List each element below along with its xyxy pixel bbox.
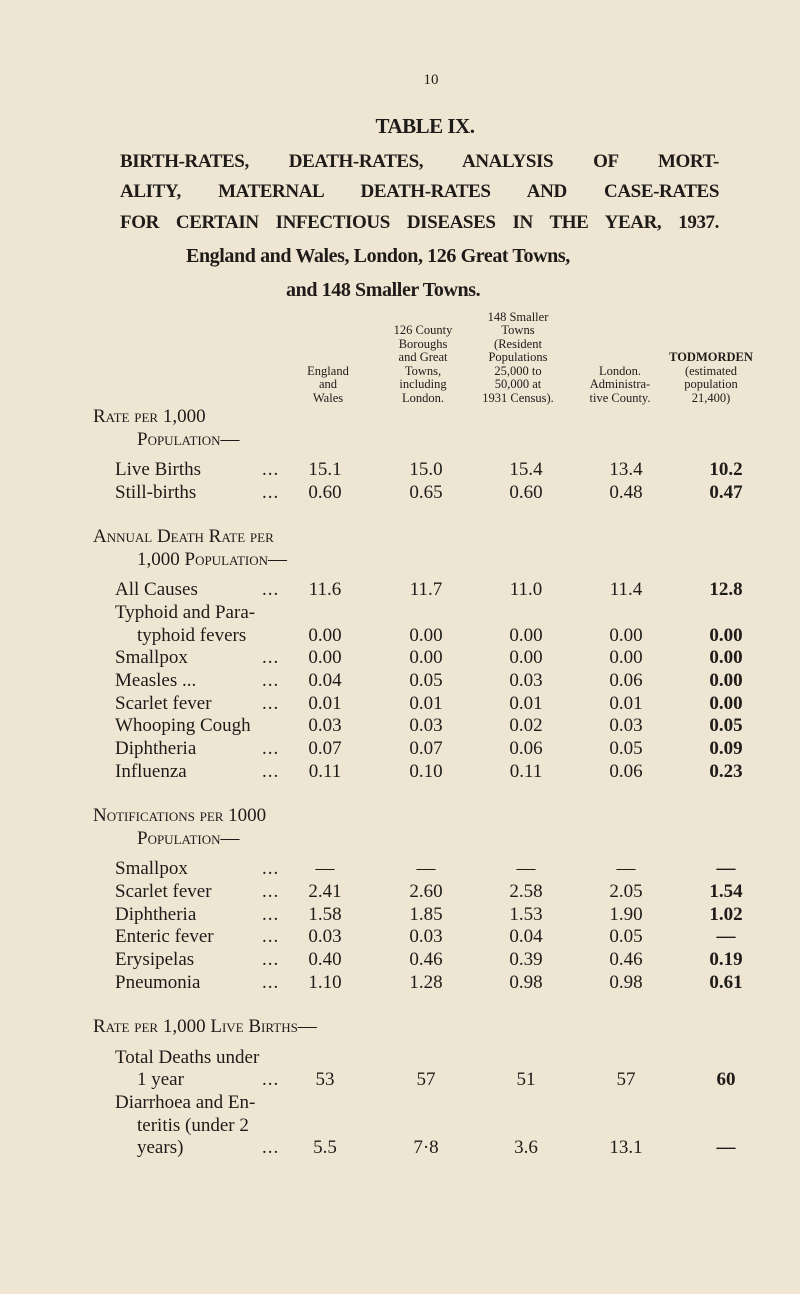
- table-row: [0, 858, 800, 881]
- cell-value: 0.04: [308, 669, 342, 691]
- table-section: [0, 805, 800, 994]
- row-label: Still-births: [115, 481, 197, 503]
- leader-dots: ...: [262, 579, 280, 601]
- column-header-line: 25,000 to: [494, 363, 542, 378]
- cell-value: 0.60: [509, 481, 543, 503]
- cell-value: 0.00: [709, 669, 743, 691]
- cell-value: 0.47: [709, 481, 743, 503]
- page-number: 10: [423, 72, 439, 88]
- cell-value: 0.00: [609, 624, 643, 646]
- cell-value: —: [616, 858, 636, 880]
- cell-value: 57: [616, 1069, 636, 1091]
- cell-value: 51: [516, 1069, 536, 1091]
- table-row: [0, 715, 800, 738]
- row-label: Total Deaths under: [115, 1046, 260, 1068]
- section-heading-text: Population—: [137, 828, 240, 849]
- cell-value: 0.00: [509, 624, 543, 646]
- cell-value: 0.05: [609, 737, 643, 759]
- column-header-line: Towns,: [404, 363, 442, 378]
- column-header-smaller-towns: [463, 311, 573, 406]
- leader-dots: ...: [262, 669, 280, 691]
- row-label: Measles ...: [115, 669, 197, 691]
- cell-value: 0.04: [509, 926, 543, 948]
- leader-dots: ...: [262, 903, 280, 925]
- table-row: [0, 602, 800, 625]
- cell-value: 0.10: [409, 760, 443, 782]
- column-header-line: Towns: [501, 323, 535, 337]
- leader-dots: ...: [262, 481, 280, 503]
- cell-value: 0.98: [509, 971, 543, 993]
- row-label: Pneumonia: [115, 971, 201, 993]
- cell-value: 11.0: [509, 579, 543, 601]
- cell-value: 0.00: [709, 624, 743, 646]
- row-label: Influenza: [115, 760, 187, 782]
- column-header-line: Populations: [488, 350, 548, 364]
- table-row: [0, 738, 800, 761]
- table-section: [0, 406, 800, 504]
- column-header-line: and Great: [398, 350, 448, 364]
- leader-dots: ...: [262, 858, 280, 880]
- cell-value: 2.41: [308, 880, 342, 902]
- cell-value: 60: [716, 1069, 736, 1091]
- table-row: [0, 1115, 800, 1138]
- section-heading-text: Population—: [137, 428, 240, 450]
- column-header-line: England: [307, 363, 349, 378]
- column-header-todmorden: [656, 351, 766, 405]
- cell-value: 0.06: [609, 669, 643, 691]
- cell-value: 0.00: [409, 624, 443, 646]
- row-label: Whooping Cough: [115, 715, 251, 737]
- cell-value: 0.05: [609, 926, 643, 948]
- cell-value: 10.2: [709, 458, 743, 480]
- table-title: TABLE IX.: [375, 114, 475, 138]
- cell-value: 2.60: [409, 880, 443, 902]
- cell-value: 0.05: [709, 715, 743, 737]
- row-label: Erysipelas: [115, 948, 195, 970]
- table-row: [0, 1092, 800, 1115]
- table-row: [0, 625, 800, 648]
- leader-dots: ...: [262, 880, 280, 902]
- row-label: Diarrhoea and En-: [115, 1091, 256, 1113]
- column-header-line: including: [399, 377, 447, 391]
- table-row: [0, 670, 800, 693]
- cell-value: —: [716, 858, 736, 880]
- cell-value: 1.53: [509, 903, 543, 925]
- subheading-line: and 148 Smaller Towns.: [286, 279, 481, 301]
- cell-value: 53: [315, 1069, 335, 1091]
- row-label: 1 year: [137, 1069, 184, 1091]
- cell-value: 0.11: [308, 760, 342, 782]
- cell-value: —: [516, 858, 536, 880]
- leader-dots: ...: [262, 1137, 280, 1159]
- heading-line: ALITY, MATERNAL DEATH-RATES AND CASE-RATES: [120, 181, 719, 202]
- section-heading-text: Rate per 1,000: [93, 406, 206, 427]
- leader-dots: ...: [262, 948, 280, 970]
- column-header-line: London.: [598, 363, 641, 378]
- cell-value: 3.6: [514, 1137, 538, 1159]
- section-heading-text: 1,000 Population—: [137, 548, 288, 570]
- table-row: [0, 904, 800, 927]
- cell-value: 0.23: [709, 760, 743, 782]
- cell-value: 0.01: [409, 692, 443, 714]
- cell-value: 0.60: [308, 481, 342, 503]
- cell-value: 5.5: [313, 1137, 337, 1159]
- cell-value: 0.19: [709, 948, 743, 970]
- row-label: Enteric fever: [115, 926, 214, 948]
- row-label: teritis (under 2: [137, 1114, 249, 1136]
- section-heading: [0, 549, 800, 572]
- cell-value: —: [716, 1137, 736, 1159]
- cell-value: 11.7: [409, 579, 443, 601]
- cell-value: 1.54: [709, 880, 743, 902]
- column-header-line: 21,400): [691, 390, 731, 405]
- section-heading: [0, 805, 800, 828]
- cell-value: 15.1: [308, 458, 342, 480]
- table-row: [0, 972, 800, 995]
- cell-value: 0.98: [609, 971, 643, 993]
- row-label: Typhoid and Para-: [115, 601, 256, 623]
- table-row: [0, 881, 800, 904]
- row-label: All Causes: [115, 579, 198, 601]
- cell-value: 1.10: [308, 971, 342, 993]
- column-header-county-boroughs: [368, 324, 478, 405]
- column-header-line: (estimated: [684, 363, 738, 378]
- cell-value: —: [315, 858, 335, 880]
- cell-value: 0.02: [509, 715, 543, 737]
- cell-value: 0.03: [308, 715, 342, 737]
- leader-dots: ...: [262, 971, 280, 993]
- cell-value: 13.1: [609, 1137, 643, 1159]
- cell-value: 0.03: [609, 715, 643, 737]
- cell-value: 0.00: [709, 647, 743, 669]
- row-label: Scarlet fever: [115, 692, 212, 714]
- column-header-line: 126 County: [393, 323, 453, 337]
- table-row: [0, 579, 800, 602]
- table-row: [0, 482, 800, 505]
- subheading-line: England and Wales, London, 126 Great Towns,: [186, 245, 570, 267]
- cell-value: 7·8: [413, 1137, 439, 1159]
- cell-value: 0.00: [409, 647, 443, 669]
- cell-value: 1.90: [609, 903, 643, 925]
- cell-value: 0.01: [609, 692, 643, 714]
- row-label: Smallpox: [115, 647, 188, 669]
- column-header-line: London.: [401, 390, 444, 405]
- leader-dots: ...: [262, 647, 280, 669]
- cell-value: 0.05: [409, 669, 443, 691]
- cell-value: 2.58: [509, 880, 543, 902]
- cell-value: 11.6: [308, 579, 342, 601]
- cell-value: —: [716, 926, 736, 948]
- section-heading: [0, 1016, 800, 1039]
- cell-value: 0.40: [308, 948, 342, 970]
- section-heading: [0, 406, 800, 429]
- cell-value: 0.09: [709, 737, 743, 759]
- cell-value: 0.39: [509, 948, 543, 970]
- cell-value: 13.4: [609, 458, 643, 480]
- column-header-line: Boroughs: [398, 336, 448, 351]
- cell-value: 0.00: [609, 647, 643, 669]
- cell-value: 0.01: [308, 692, 342, 714]
- heading-line: BIRTH-RATES, DEATH-RATES, ANALYSIS OF MORT-: [120, 151, 719, 172]
- cell-value: 1.85: [409, 903, 443, 925]
- cell-value: 1.58: [308, 903, 342, 925]
- cell-value: 0.00: [509, 647, 543, 669]
- table-row: [0, 693, 800, 716]
- cell-value: 0.06: [609, 760, 643, 782]
- row-label: years): [137, 1137, 184, 1159]
- row-label: Smallpox: [115, 858, 188, 880]
- cell-value: 1.28: [409, 971, 443, 993]
- column-header-line: 50,000 at: [494, 377, 542, 391]
- cell-value: 0.03: [308, 926, 342, 948]
- column-header-line: tive County.: [589, 390, 651, 405]
- leader-dots: ...: [262, 458, 280, 480]
- column-header-line: population: [684, 377, 738, 391]
- table-row: [0, 949, 800, 972]
- section-heading-text: Rate per 1,000 Live Births—: [93, 1016, 317, 1038]
- cell-value: 0.65: [409, 481, 443, 503]
- leader-dots: ...: [262, 737, 280, 759]
- cell-value: 12.8: [709, 579, 743, 601]
- table-row: [0, 647, 800, 670]
- column-header-line: Administra-: [589, 377, 651, 391]
- cell-value: 1.02: [709, 903, 743, 925]
- section-heading: [0, 828, 800, 851]
- leader-dots: ...: [262, 692, 280, 714]
- cell-value: 0.03: [409, 926, 443, 948]
- cell-value: 2.05: [609, 880, 643, 902]
- column-header-england-wales: [273, 365, 383, 406]
- section-heading: [0, 429, 800, 452]
- cell-value: 0.00: [308, 624, 342, 646]
- column-header-line: (Resident: [494, 336, 542, 351]
- section-heading-text: Notifications per 1000: [93, 805, 267, 827]
- cell-value: 15.0: [409, 458, 443, 480]
- cell-value: 0.46: [409, 948, 443, 970]
- table-row: [0, 1069, 800, 1092]
- cell-value: —: [416, 858, 436, 880]
- table-row: [0, 1137, 800, 1160]
- leader-dots: ...: [262, 1069, 280, 1091]
- column-header-line: and: [318, 377, 338, 391]
- cell-value: 0.48: [609, 481, 643, 503]
- table-row: [0, 926, 800, 949]
- section-heading: [0, 526, 800, 549]
- cell-value: 11.4: [609, 579, 643, 601]
- row-label: Scarlet fever: [115, 880, 212, 902]
- cell-value: 0.07: [409, 737, 443, 759]
- table-row: [0, 459, 800, 482]
- column-header-line: Wales: [312, 390, 344, 405]
- cell-value: 15.4: [509, 458, 543, 480]
- table-row: [0, 761, 800, 784]
- cell-value: 0.46: [609, 948, 643, 970]
- leader-dots: ...: [262, 926, 280, 948]
- cell-value: 0.11: [509, 760, 543, 782]
- statistics-table: [0, 406, 800, 1182]
- cell-value: 0.61: [709, 971, 743, 993]
- row-label: typhoid fevers: [137, 624, 247, 646]
- cell-value: 0.00: [308, 647, 342, 669]
- cell-value: 0.03: [409, 715, 443, 737]
- cell-value: 0.07: [308, 737, 342, 759]
- cell-value: 0.03: [509, 669, 543, 691]
- section-heading-text: Annual Death Rate per: [93, 526, 274, 548]
- row-label: Diphtheria: [115, 737, 197, 759]
- cell-value: 0.00: [709, 692, 743, 714]
- table-section: [0, 1016, 800, 1160]
- heading-line: FOR CERTAIN INFECTIOUS DISEASES IN THE YEAR, 1937.: [120, 212, 719, 233]
- cell-value: 0.01: [509, 692, 543, 714]
- cell-value: 57: [416, 1069, 436, 1091]
- table-section: [0, 526, 800, 783]
- column-header-line: 148 Smaller: [487, 309, 549, 324]
- column-header-line: 1931 Census).: [482, 390, 554, 405]
- column-header-line: TODMORDEN: [669, 350, 753, 364]
- row-label: Live Births: [115, 458, 202, 480]
- table-row: [0, 1047, 800, 1070]
- cell-value: 0.06: [509, 737, 543, 759]
- row-label: Diphtheria: [115, 903, 197, 925]
- leader-dots: ...: [262, 760, 280, 782]
